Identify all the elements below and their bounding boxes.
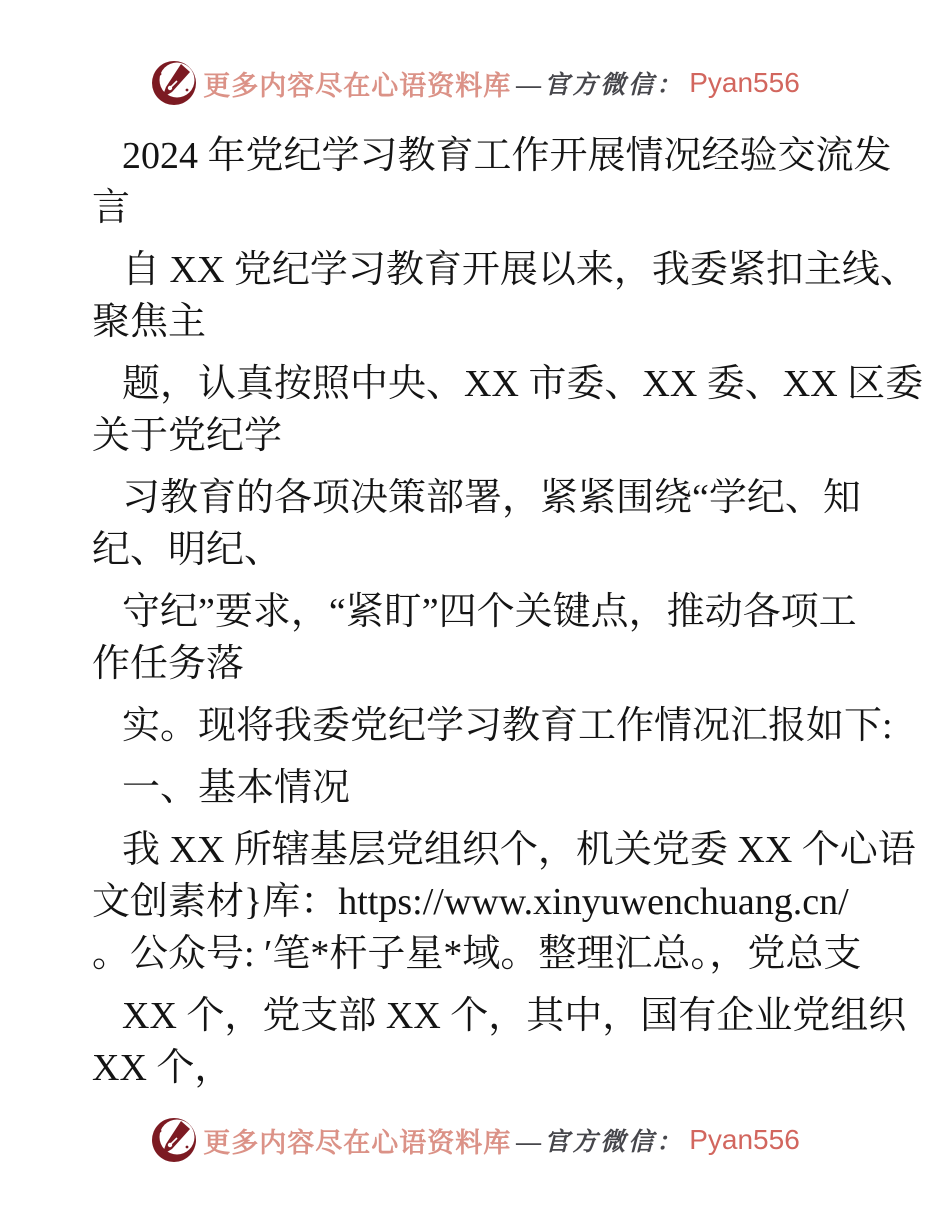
paragraph bbox=[92, 824, 916, 980]
text-line: 题，认真按照中央、XX 市委、XX 委、XX 区委 bbox=[122, 363, 924, 405]
paragraph bbox=[92, 762, 867, 814]
footer-watermark bbox=[0, 1112, 950, 1168]
paragraph bbox=[92, 244, 918, 348]
wechat-id: Pyan556 bbox=[689, 67, 800, 98]
text-line: XX 个， bbox=[92, 1047, 233, 1089]
pen-logo-icon bbox=[150, 1116, 198, 1164]
document-body bbox=[92, 130, 924, 1094]
text-line: 言 bbox=[92, 187, 131, 229]
wechat-label-text: —官方微信： bbox=[516, 1129, 685, 1156]
text-line: 关于党纪学 bbox=[92, 415, 283, 457]
text-line: 我 XX 所辖基层党组织个，机关党委 XX 个心语 bbox=[122, 829, 916, 871]
header-watermark bbox=[0, 0, 950, 108]
text-line: XX 个，党支部 XX 个，其中，国有企业党组织 bbox=[122, 995, 907, 1037]
text-line: 守纪”要求，“紧盯”四个关键点，推动各项工 bbox=[122, 591, 857, 633]
text-line: 实。现将我委党纪学习教育工作情况汇报如下: bbox=[122, 705, 893, 747]
text-line: 聚焦主 bbox=[92, 301, 207, 343]
paragraph bbox=[92, 130, 892, 234]
pen-logo-icon bbox=[150, 59, 198, 107]
paragraph bbox=[92, 358, 924, 462]
paragraph bbox=[92, 472, 867, 576]
text-line: 文创素材}库：https://www.xinyuwenchuang.cn/ bbox=[92, 881, 849, 923]
text-line: 2024 年党纪学习教育工作开展情况经验交流发 bbox=[122, 135, 892, 177]
text-line: 。公众号: ′笔*杆子星*域。整理汇总。，党总支 bbox=[92, 933, 862, 975]
text-line: 自 XX 党纪学习教育开展以来，我委紧扣主线、 bbox=[122, 249, 918, 291]
text-line: 作任务落 bbox=[92, 643, 245, 685]
text-line: 一、基本情况 bbox=[122, 767, 351, 809]
watermark-site-text: 更多内容尽在心语资料库 bbox=[203, 70, 512, 101]
paragraph bbox=[92, 700, 893, 752]
text-line: 纪、明纪、 bbox=[92, 529, 283, 571]
text-line: 习教育的各项决策部署，紧紧围绕“学纪、知 bbox=[122, 477, 861, 519]
paragraph bbox=[92, 586, 867, 690]
wechat-id: Pyan556 bbox=[689, 1124, 800, 1155]
wechat-label-text: —官方微信： bbox=[516, 72, 685, 99]
paragraph bbox=[92, 990, 907, 1094]
watermark-site-text: 更多内容尽在心语资料库 bbox=[203, 1127, 512, 1158]
